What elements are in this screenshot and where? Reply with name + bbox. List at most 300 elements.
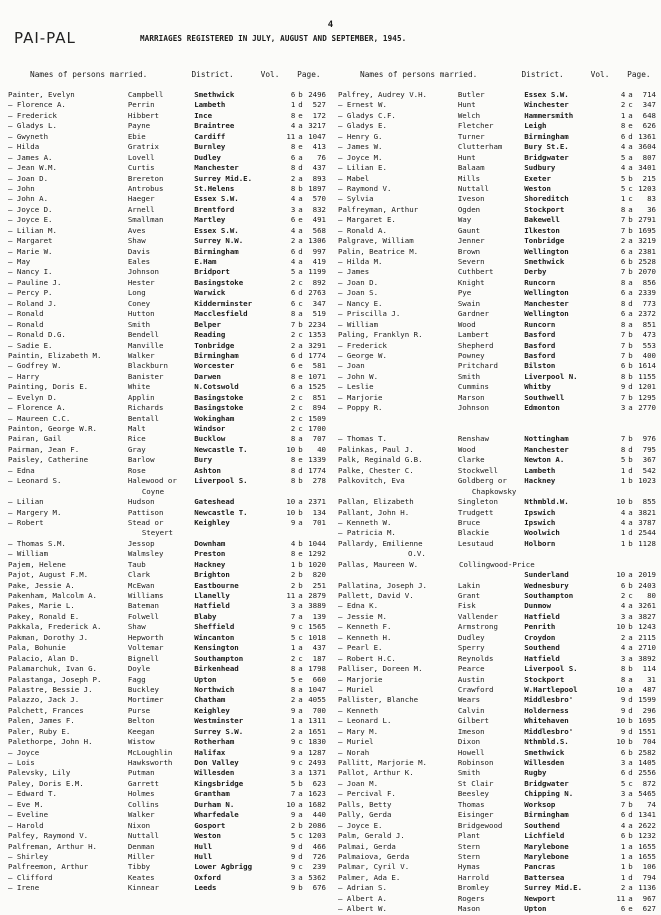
person-name-text: Palacio, Alan D. (8, 653, 80, 663)
spouse-surname (458, 748, 524, 758)
person-name-text: Palen, James F. (8, 716, 75, 726)
page-ref: 1371 (308, 768, 326, 778)
volume-letter: a (298, 872, 303, 882)
volume-letter: b (628, 361, 633, 371)
table-row (8, 591, 326, 601)
page-ref: 2070 (638, 267, 656, 277)
volume-letter: c (298, 862, 303, 872)
spouse-surname (458, 476, 524, 497)
district: Basford (524, 340, 556, 350)
volume: 4 (620, 90, 626, 99)
spouse-surname (128, 560, 194, 570)
volume: 2 (290, 695, 296, 705)
spouse-surname-text: Gardner (457, 309, 490, 319)
volume-letter: b (298, 883, 303, 893)
person-name (8, 570, 128, 580)
spouse-surname (458, 883, 524, 893)
person-name (8, 205, 128, 215)
volume: 8 (290, 110, 296, 120)
table-row (8, 351, 326, 361)
volume-letter: d (628, 726, 633, 736)
entry-list (338, 90, 656, 915)
spouse-surname-text: Nuttall (127, 831, 160, 841)
person-name (338, 382, 458, 392)
district: Manchester (524, 298, 569, 308)
page-ref: 1551 (638, 726, 656, 736)
person-name-text: Palmer, Ada E. (338, 872, 401, 882)
person-name (338, 330, 458, 340)
spouse-surname (458, 862, 524, 872)
spouse-surname (128, 570, 194, 580)
volume-letter: a (628, 684, 633, 694)
volume-letter: b (628, 737, 633, 747)
person-name-text: — Henry G. (338, 131, 383, 141)
person-name (338, 247, 458, 257)
page-ref: 856 (642, 277, 656, 287)
person-name-text: — Patricia M. (338, 528, 396, 538)
volume-letter: a (298, 799, 303, 809)
spouse-surname (458, 153, 524, 163)
header-district: District. (191, 70, 234, 79)
district: Smethwick (194, 90, 235, 99)
volume: 4 (290, 257, 296, 266)
spouse-surname-text: Harrold (457, 872, 490, 882)
table-row (8, 278, 326, 288)
volume-letter: a (298, 121, 303, 131)
page-ref: 892 (312, 277, 326, 287)
table-row (338, 236, 656, 246)
header-names: Names of persons married. (360, 70, 478, 79)
spouse-surname (458, 518, 524, 528)
volume-letter: c (298, 413, 303, 423)
volume: 9 (290, 747, 296, 757)
person-name (338, 591, 458, 601)
district: Tonbridge (194, 340, 235, 350)
spouse-surname (128, 633, 194, 643)
spouse-surname (458, 591, 524, 601)
spouse-surname (128, 372, 194, 382)
page-ref: 487 (642, 684, 656, 694)
district: Leeds (194, 883, 217, 893)
volume: 6 (620, 257, 626, 266)
table-row (8, 205, 326, 215)
volume-letter: a (298, 382, 303, 392)
volume: 9 (620, 726, 626, 736)
table-row (8, 445, 326, 455)
volume: 2 (620, 632, 626, 642)
spouse-surname-text: Gilbert (457, 716, 490, 726)
table-row (338, 382, 656, 392)
person-name (8, 789, 128, 799)
spouse-surname (458, 100, 524, 110)
page-ref: 31 (647, 674, 656, 684)
district: Northwich (194, 684, 235, 694)
volume: 6 (290, 152, 296, 162)
table-row (8, 372, 326, 382)
person-name (338, 904, 458, 914)
volume: 9 (290, 705, 296, 715)
district: Braintree (194, 121, 235, 131)
person-name-text: Palmaiova, Gerda (338, 851, 410, 861)
person-name-text: Palfrey, Audrey V.H. (338, 90, 427, 99)
page-ref: 1295 (638, 392, 656, 402)
volume-letter: c (628, 778, 633, 788)
person-name-text: — Frederick (338, 340, 387, 350)
volume: 7 (290, 789, 296, 799)
volume-letter: a (628, 403, 633, 413)
person-name-text: — Joan (338, 361, 365, 371)
person-name (338, 476, 458, 497)
district: W.Hartlepool (524, 684, 578, 694)
spouse-surname (128, 831, 194, 841)
district: Manchester (524, 444, 569, 454)
page-ref: 3219 (638, 236, 656, 246)
page-ref: 1047 (308, 684, 326, 694)
spouse-surname (128, 455, 194, 465)
volume: 1 (620, 465, 626, 475)
person-name-text: — Ronald A. (338, 225, 387, 235)
spouse-surname (128, 257, 194, 267)
table-row (338, 393, 656, 403)
person-name (8, 142, 128, 152)
spouse-surname (458, 904, 524, 914)
person-name-text: — Percival F. (338, 789, 396, 799)
spouse-surname (458, 508, 524, 518)
spouse-surname (128, 883, 194, 893)
person-name-text: — Nancy I. (8, 267, 53, 277)
person-name (8, 727, 128, 737)
spouse-surname (128, 685, 194, 695)
district: Wharfedale (194, 810, 239, 820)
volume: 6 (290, 350, 296, 360)
volume: 8 (290, 183, 296, 193)
volume: 5 (290, 674, 296, 684)
volume: 9 (290, 883, 296, 893)
person-name-text: — Muriel (338, 737, 374, 747)
volume: 4 (620, 601, 626, 611)
table-row (8, 560, 326, 570)
page-ref: 1565 (308, 622, 326, 632)
spouse-surname-text: Stern (457, 851, 481, 861)
volume-letter: a (628, 288, 633, 298)
spacer (458, 570, 524, 580)
spouse-surname-text: Pritchard (457, 361, 498, 371)
person-name (8, 226, 128, 236)
table-row (8, 622, 326, 632)
table-row (338, 121, 656, 131)
table-row (338, 257, 656, 267)
page-ref: 3892 (638, 653, 656, 663)
table-row (8, 194, 326, 204)
district: Preston (194, 549, 226, 559)
volume-letter: c (628, 183, 633, 193)
district: Upton (194, 674, 217, 684)
spouse-surname (458, 226, 524, 236)
table-row (8, 288, 326, 298)
person-name (338, 267, 458, 277)
spouse-surname (128, 539, 194, 549)
volume-letter: a (298, 705, 303, 715)
volume-letter: a (628, 674, 633, 684)
spouse-surname (128, 497, 194, 507)
spacer (338, 570, 458, 580)
spouse-surname (128, 622, 194, 632)
person-name-text: — Joan S. (338, 288, 379, 298)
spouse-surname-text: Kinnear (127, 883, 160, 893)
person-name-text: Pallister, Blanche (338, 695, 419, 705)
volume-letter: c (628, 100, 633, 110)
table-row (8, 779, 326, 789)
person-name (8, 121, 128, 131)
table-row (8, 403, 326, 413)
table-row (338, 539, 656, 560)
volume-letter: d (298, 246, 303, 256)
spouse-surname-text: Wood (457, 444, 476, 454)
volume-letter: d (628, 298, 633, 308)
spouse-surname (458, 664, 524, 674)
spouse-surname (458, 132, 524, 142)
spouse-surname (458, 466, 524, 476)
page-ref: 3604 (638, 142, 656, 152)
spouse-surname (128, 716, 194, 726)
person-name (338, 737, 458, 747)
person-name (338, 163, 458, 173)
page-ref: 1655 (638, 851, 656, 861)
person-name-text: — Robert H.C. (338, 653, 396, 663)
person-name-text: — Ronald (8, 319, 44, 329)
spouse-surname (128, 800, 194, 810)
volume-letter: a (628, 110, 633, 120)
page-ref: 660 (312, 674, 326, 684)
person-name-text: — Gladys C.F. (338, 110, 396, 120)
person-name (8, 497, 128, 507)
table-row (338, 434, 656, 444)
district: Chatham (194, 695, 226, 705)
volume-letter: a (298, 726, 303, 736)
district: Newcastle T. (194, 507, 248, 517)
table-row (338, 601, 656, 611)
page-ref: 581 (312, 361, 326, 371)
volume-letter: a (628, 246, 633, 256)
person-name (338, 675, 458, 685)
person-name (8, 100, 128, 110)
district: Halifax (194, 747, 226, 757)
person-name (8, 194, 128, 204)
table-row (8, 163, 326, 173)
table-row (8, 174, 326, 184)
volume: 5 (620, 455, 626, 465)
district: Croydon (524, 632, 556, 642)
spouse-surname-text: Shaw (127, 622, 146, 632)
spouse-surname-text: Lovell (127, 152, 155, 162)
person-name (8, 706, 128, 716)
table-row (338, 194, 656, 204)
volume-letter: a (298, 517, 303, 527)
district: Woolwich (524, 528, 560, 538)
spouse-surname (458, 288, 524, 298)
person-name (8, 247, 128, 257)
volume-letter: b (628, 371, 633, 381)
volume-letter: a (298, 768, 303, 778)
spouse-surname (128, 810, 194, 820)
person-name (8, 163, 128, 173)
page-ref: 139 (312, 611, 326, 621)
page-ref: 2493 (308, 758, 326, 768)
page-ref: 997 (312, 246, 326, 256)
volume-letter: a (298, 173, 303, 183)
page-ref: 2339 (638, 288, 656, 298)
page-ref: 187 (312, 653, 326, 663)
spouse-surname-text: Antrobus (127, 183, 164, 193)
volume-letter: c (628, 194, 633, 204)
person-name (338, 748, 458, 758)
person-name-text: — Jean W.M. (8, 163, 57, 173)
district: Worcester (194, 361, 235, 371)
person-name (8, 278, 128, 288)
volume: 8 (620, 371, 626, 381)
volume: 8 (290, 476, 296, 486)
right-column (338, 70, 656, 915)
person-name (8, 643, 128, 653)
spouse-surname (458, 706, 524, 716)
person-name (8, 341, 128, 351)
table-row (338, 821, 656, 831)
table-row (8, 654, 326, 664)
person-name (338, 779, 458, 789)
volume-letter: a (298, 695, 303, 705)
person-name (338, 528, 458, 538)
volume-letter: a (298, 340, 303, 350)
spouse-surname-text: Buckley (127, 684, 160, 694)
district: Newton A. (524, 455, 565, 465)
table-row (338, 497, 656, 507)
person-name (8, 716, 128, 726)
person-name-text: — Harry (8, 371, 40, 381)
person-name-text: — Evelyn D. (8, 392, 57, 402)
spouse-alt-surname: Steyert (141, 528, 174, 538)
table-row (338, 842, 656, 852)
volume: 6 (620, 309, 626, 319)
volume-letter: b (628, 225, 633, 235)
volume-letter: b (628, 664, 633, 674)
volume: 1 (620, 851, 626, 861)
spouse-surname-text: Holmes (127, 789, 155, 799)
table-row (8, 434, 326, 444)
person-name (8, 695, 128, 705)
person-name-text: Palethorpe, John H. (8, 737, 93, 747)
volume-letter: b (298, 538, 303, 548)
table-row (8, 100, 326, 110)
spouse-surname-text: Pattison (127, 507, 164, 517)
volume: 2 (290, 413, 296, 423)
volume: 8 (620, 298, 626, 308)
page-ref: 1203 (308, 831, 326, 841)
spouse-surname (128, 403, 194, 413)
person-name-text: Pallot, Arthur K. (338, 768, 414, 778)
person-name-text: Palliser, Doreen M. (338, 664, 423, 674)
person-name (338, 821, 458, 831)
spouse-surname (128, 163, 194, 173)
spouse-surname (458, 685, 524, 695)
spouse-surname (458, 215, 524, 225)
volume-letter: e (628, 121, 633, 131)
spouse-surname-text: Gaunt (457, 225, 481, 235)
volume-letter: b (628, 350, 633, 360)
person-name (338, 643, 458, 653)
table-row (8, 549, 326, 559)
district: Ipswich (524, 517, 556, 527)
table-row (8, 664, 326, 674)
person-name-text: Palazzo, Jack J. (8, 695, 80, 705)
spouse-surname (128, 153, 194, 163)
district: Llanelly (194, 591, 230, 601)
spouse-surname-text: Goldberg or (457, 476, 507, 486)
table-row (338, 664, 656, 674)
table-row (338, 706, 656, 716)
person-name-text: Pajem, Helene (8, 559, 66, 569)
spouse-surname (128, 236, 194, 246)
district: Newport (524, 893, 556, 903)
person-name-text: — Shirley (8, 851, 49, 861)
district: Wellington (524, 246, 569, 256)
volume-letter: c (298, 737, 303, 747)
table-row (338, 351, 656, 361)
person-name (338, 403, 458, 413)
person-name-text: — Kenneth W. (338, 517, 392, 527)
spouse-surname-text: Pearce (457, 664, 485, 674)
person-name (8, 424, 128, 434)
spouse-surname-text: Trudgett (457, 507, 494, 517)
spouse-surname-text: Cuthbert (457, 267, 494, 277)
person-name (338, 842, 458, 852)
district: Lambeth (194, 100, 226, 110)
volume: 5 (620, 183, 626, 193)
volume-letter: d (628, 528, 633, 538)
volume-letter: a (298, 643, 303, 653)
volume-letter: a (298, 204, 303, 214)
page-ref: 106 (642, 862, 656, 872)
spouse-surname-text: Hester (127, 277, 155, 287)
person-name (338, 810, 458, 820)
page-ref: 437 (312, 643, 326, 653)
volume: 5 (290, 632, 296, 642)
spouse-surname-text: Payne (127, 121, 151, 131)
spouse-surname (128, 215, 194, 225)
person-name-text: Palls, Betty (338, 799, 392, 809)
spouse-surname-text: Armstrong (457, 622, 498, 632)
volume-letter: a (628, 507, 633, 517)
district: Kidderminster (194, 298, 253, 308)
district: Ince (194, 110, 213, 120)
table-row (338, 111, 656, 121)
person-name (338, 226, 458, 236)
volume: 10 (286, 497, 296, 507)
volume: 2 (290, 424, 296, 433)
volume: 6 (620, 831, 626, 841)
person-name-text: Palke, Chester C. (338, 465, 414, 475)
person-name (338, 100, 458, 110)
page-title: MARRIAGES REGISTERED IN JULY, AUGUST AND SEPTEMBER, 1945. (140, 34, 407, 43)
person-name-text: — Maureen C.C. (8, 413, 71, 423)
district: Southampton (524, 591, 574, 601)
table-row (8, 90, 326, 100)
volume: 8 (620, 444, 626, 454)
volume: 6 (620, 361, 626, 371)
volume-letter: c (298, 424, 303, 433)
person-name-text: — Percy P. (8, 288, 53, 298)
volume-letter: e (298, 142, 303, 152)
table-row (8, 633, 326, 643)
